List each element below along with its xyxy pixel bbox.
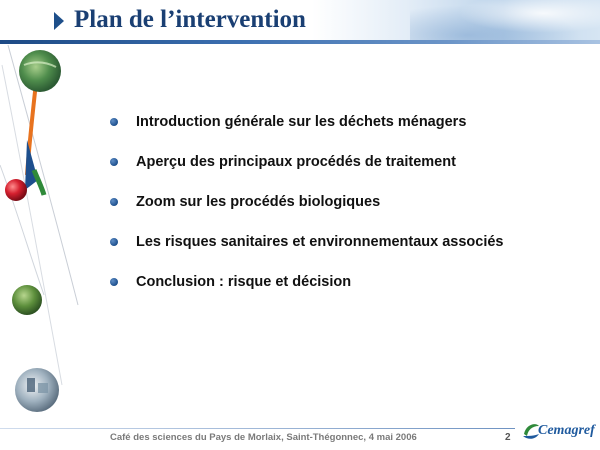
agenda-item [110, 272, 504, 312]
header-glow [410, 0, 600, 44]
bullet-dot-icon [110, 118, 118, 126]
bullet-dot-icon [110, 238, 118, 246]
landscape-photo-icon [19, 50, 61, 92]
agenda-item-text: Conclusion : risque et décision [136, 274, 352, 290]
agenda-item [110, 152, 504, 192]
agenda-item [110, 232, 504, 272]
agenda-item-text: Introduction générale sur les déchets ménagers [136, 114, 467, 130]
footer-rule [0, 428, 515, 429]
bullet-dot-icon [110, 278, 118, 286]
agenda-list [110, 112, 504, 312]
bullet-dot-icon [110, 198, 118, 206]
agenda-item [110, 112, 504, 152]
slide-header [0, 0, 600, 44]
title-arrow-icon [54, 12, 64, 30]
agenda-item [110, 192, 504, 232]
bullet-dot-icon [110, 158, 118, 166]
agenda-item-text: Zoom sur les procédés biologiques [136, 194, 381, 210]
footer-event: Café des sciences du Pays de Morlaix, Saint-Thégonnec, 4 mai 2006 [110, 432, 417, 443]
leaf-photo-icon [12, 285, 42, 315]
laboratory-photo-icon [15, 368, 59, 412]
red-sphere-icon [5, 179, 27, 201]
header-rule [0, 40, 600, 44]
agenda-item-text: Les risques sanitaires et environnementaux associés [136, 234, 504, 250]
decorative-sidebar [0, 45, 80, 425]
cemagref-logo [522, 418, 596, 446]
page-number: 2 [505, 432, 511, 443]
slide-title: Plan de l’intervention [74, 6, 306, 33]
agenda-item-text: Aperçu des principaux procédés de traitement [136, 154, 456, 170]
logo-text: Cemagref [538, 423, 595, 438]
